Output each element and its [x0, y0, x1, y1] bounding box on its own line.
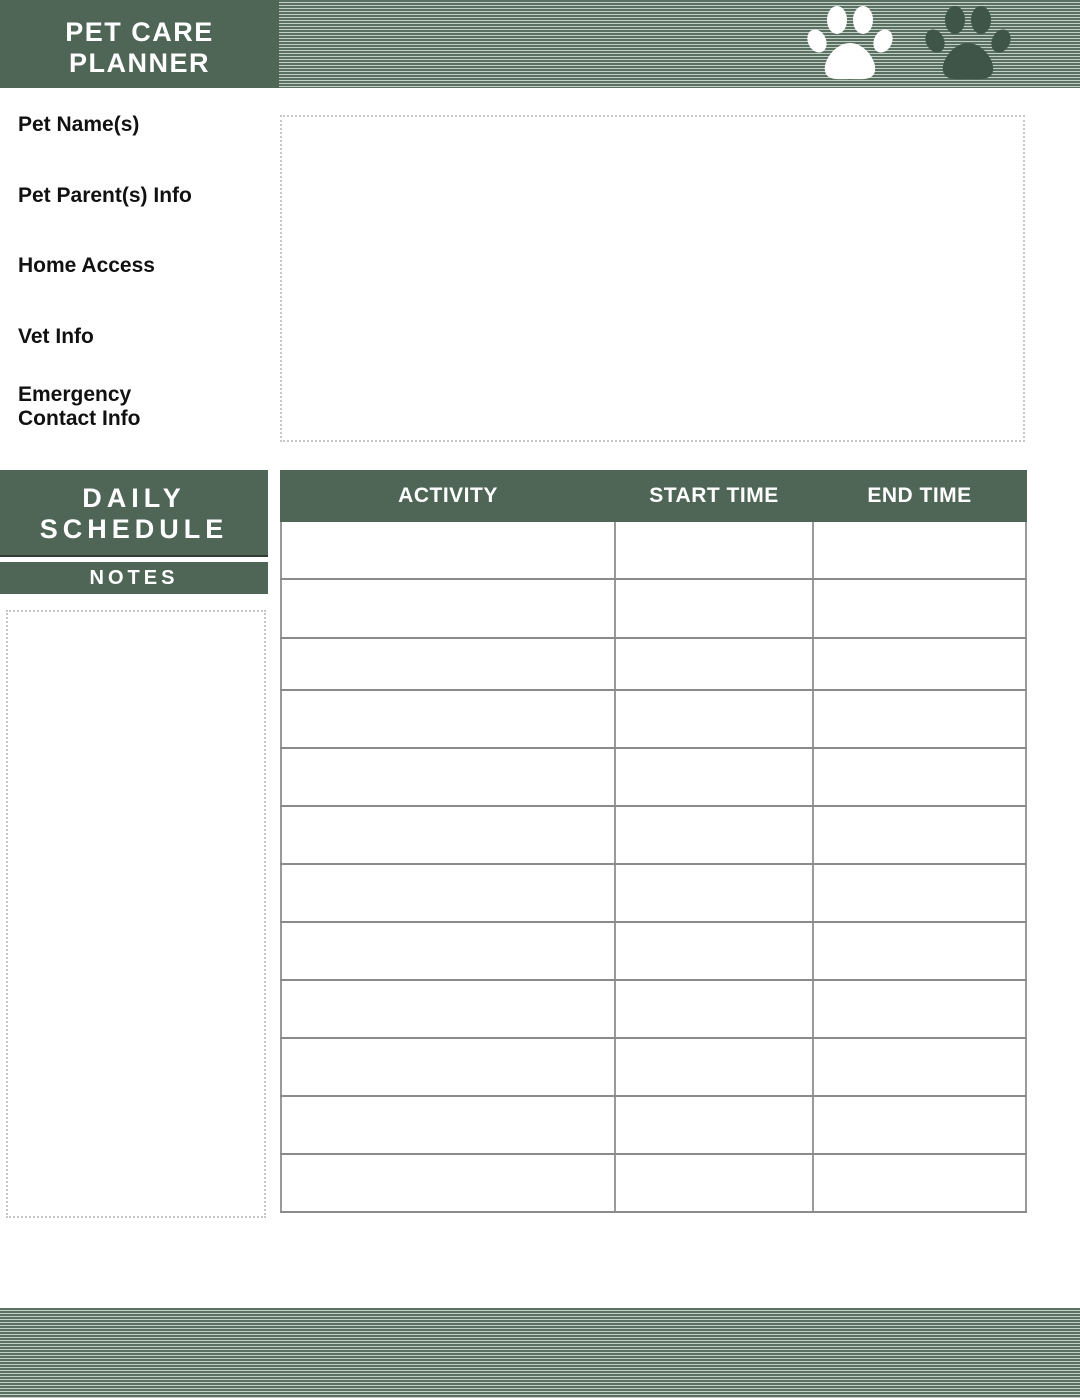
start-time-cell[interactable] — [615, 638, 813, 690]
activity-cell[interactable] — [281, 864, 615, 922]
schedule-row — [281, 522, 1026, 579]
end-time-cell[interactable] — [813, 864, 1026, 922]
end-time-cell[interactable] — [813, 748, 1026, 806]
activity-cell[interactable] — [281, 690, 615, 748]
daily-schedule-heading — [0, 470, 268, 557]
activity-cell[interactable] — [281, 806, 615, 864]
emergency-contact-label — [18, 383, 238, 431]
schedule-header-row — [281, 470, 1026, 522]
activity-cell[interactable] — [281, 980, 615, 1038]
activity-cell[interactable] — [281, 922, 615, 980]
title-line-2: PLANNER — [68, 48, 210, 78]
home-access-label: Home Access — [18, 254, 155, 277]
vet-info-label: Vet Info — [18, 325, 94, 348]
end-time-cell[interactable] — [813, 690, 1026, 748]
schedule-row — [281, 864, 1026, 922]
schedule-row — [281, 638, 1026, 690]
schedule-row — [281, 1038, 1026, 1096]
end-time-cell[interactable] — [813, 922, 1026, 980]
end-time-cell[interactable] — [813, 1038, 1026, 1096]
schedule-row — [281, 1154, 1026, 1212]
footer-striped-band — [0, 1308, 1080, 1398]
emergency-label-line-1: Emergency — [18, 383, 132, 406]
start-time-cell[interactable] — [615, 806, 813, 864]
paw-print-icon-dark — [923, 5, 1013, 83]
start-time-cell[interactable] — [615, 922, 813, 980]
schedule-row — [281, 980, 1026, 1038]
start-time-cell[interactable] — [615, 1096, 813, 1154]
start-time-cell[interactable] — [615, 1154, 813, 1212]
activity-cell[interactable] — [281, 1038, 615, 1096]
notes-heading: NOTES — [0, 562, 268, 594]
end-time-cell[interactable] — [813, 1096, 1026, 1154]
activity-cell[interactable] — [281, 522, 615, 579]
schedule-row — [281, 579, 1026, 638]
schedule-table — [280, 470, 1027, 1213]
pet-info-entry-box[interactable] — [280, 115, 1025, 442]
activity-column-header: ACTIVITY — [281, 470, 615, 522]
paw-print-icon-light — [805, 5, 895, 83]
start-time-cell[interactable] — [615, 690, 813, 748]
notes-entry-box[interactable] — [6, 610, 266, 1218]
schedule-heading-line-1: DAILY — [82, 483, 186, 513]
start-time-cell[interactable] — [615, 579, 813, 638]
emergency-label-line-2: Contact Info — [18, 407, 141, 430]
end-time-cell[interactable] — [813, 806, 1026, 864]
start-time-cell[interactable] — [615, 522, 813, 579]
schedule-row — [281, 922, 1026, 980]
pet-names-label: Pet Name(s) — [18, 113, 140, 136]
start-time-cell[interactable] — [615, 980, 813, 1038]
end-time-cell[interactable] — [813, 579, 1026, 638]
schedule-row — [281, 806, 1026, 864]
title-line-1: PET CARE — [65, 17, 214, 47]
start-time-cell[interactable] — [615, 1038, 813, 1096]
activity-cell[interactable] — [281, 748, 615, 806]
end-time-cell[interactable] — [813, 638, 1026, 690]
schedule-heading-line-2: SCHEDULE — [39, 514, 229, 544]
start-time-column-header: START TIME — [615, 470, 813, 522]
end-time-column-header: END TIME — [813, 470, 1026, 522]
pet-parent-info-label: Pet Parent(s) Info — [18, 184, 192, 207]
activity-cell[interactable] — [281, 638, 615, 690]
start-time-cell[interactable] — [615, 748, 813, 806]
end-time-cell[interactable] — [813, 522, 1026, 579]
schedule-row — [281, 748, 1026, 806]
schedule-row — [281, 690, 1026, 748]
end-time-cell[interactable] — [813, 980, 1026, 1038]
start-time-cell[interactable] — [615, 864, 813, 922]
activity-cell[interactable] — [281, 1154, 615, 1212]
activity-cell[interactable] — [281, 579, 615, 638]
activity-cell[interactable] — [281, 1096, 615, 1154]
planner-title — [0, 0, 279, 88]
end-time-cell[interactable] — [813, 1154, 1026, 1212]
schedule-row — [281, 1096, 1026, 1154]
